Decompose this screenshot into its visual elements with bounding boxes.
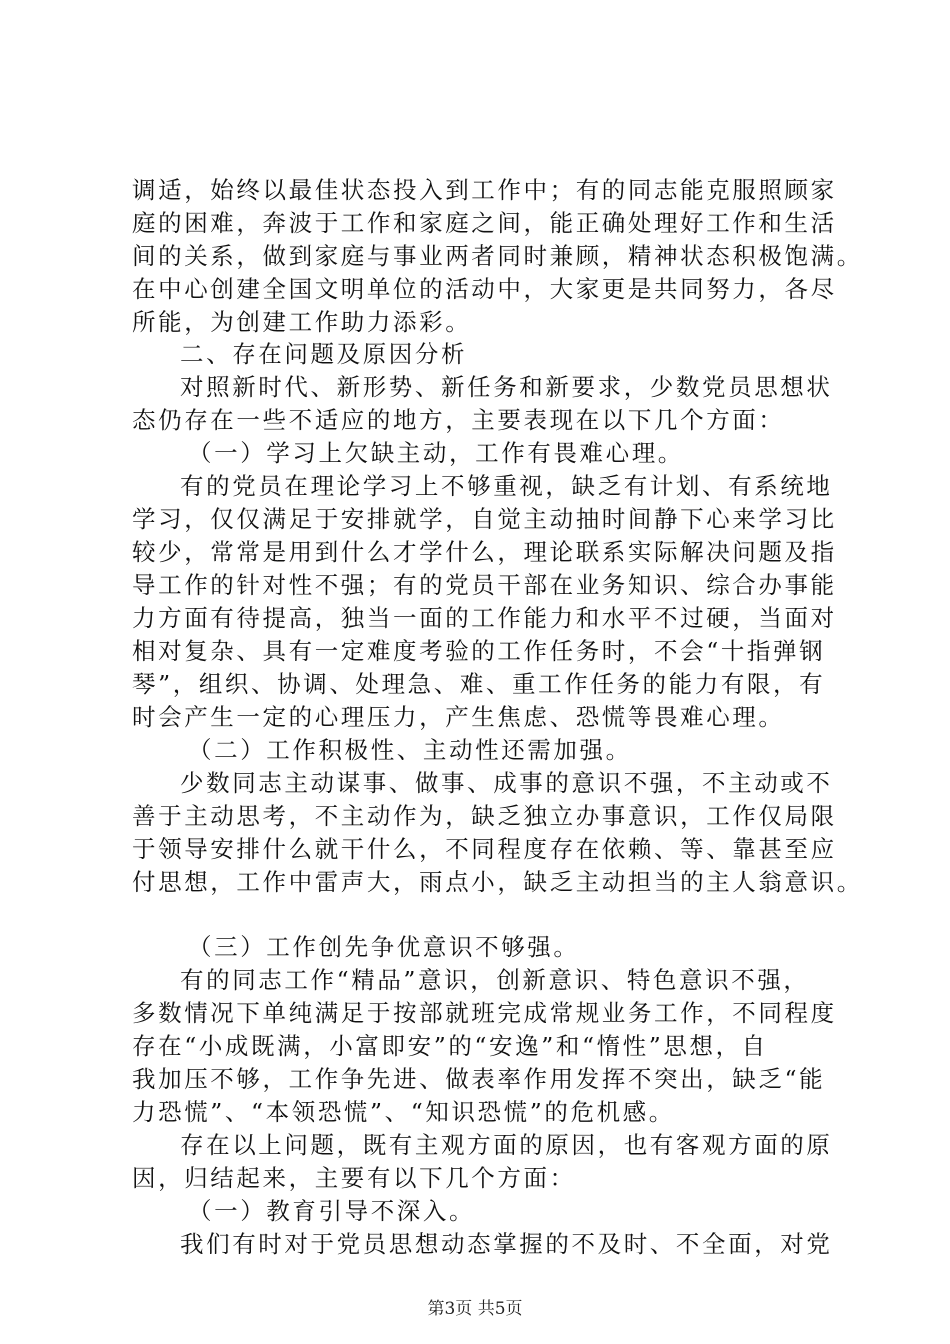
text-line: 在中心创建全国文明单位的活动中，大家更是共同努力，各尽 bbox=[132, 275, 837, 303]
subsection-heading: （二）工作积极性、主动性还需加强。 bbox=[188, 736, 632, 764]
text-line: 少数同志主动谋事、做事、成事的意识不强，不主动或不 bbox=[180, 769, 833, 797]
text-line: 善于主动思考，不主动作为，缺乏独立办事意识，工作仅局限 bbox=[132, 802, 837, 830]
text-line: 琴”，组织、协调、处理急、难、重工作任务的能力有限，有 bbox=[132, 670, 826, 698]
text-line: 导工作的针对性不强；有的党员干部在业务知识、综合办事能 bbox=[132, 571, 837, 599]
text-line: 间的关系，做到家庭与事业两者同时兼顾，精神状态积极饱满。 bbox=[132, 242, 863, 270]
text-line: 我们有时对于党员思想动态掌握的不及时、不全面，对党 bbox=[180, 1230, 833, 1258]
text-line: 有的党员在理论学习上不够重视，缺乏有计划、有系统地 bbox=[180, 472, 833, 500]
text-line: 所能，为创建工作助力添彩。 bbox=[132, 308, 472, 336]
text-line: 较少，常常是用到什么才学什么，理论联系实际解决问题及指 bbox=[132, 538, 837, 566]
text-line: 时会产生一定的心理压力，产生焦虑、恐慌等畏难心理。 bbox=[132, 703, 785, 731]
text-line: 庭的困难，奔波于工作和家庭之间，能正确处理好工作和生活 bbox=[132, 209, 837, 237]
text-line: 力方面有待提高，独当一面的工作能力和水平不过硬，当面对 bbox=[132, 604, 837, 632]
text-line: 学习，仅仅满足于安排就学，自觉主动抽时间静下心来学习比 bbox=[132, 505, 837, 533]
text-line: 多数情况下单纯满足于按部就班完成常规业务工作，不同程度 bbox=[132, 999, 837, 1027]
subsection-heading: （一）学习上欠缺主动，工作有畏难心理。 bbox=[188, 439, 684, 467]
text-line: 态仍存在一些不适应的地方，主要表现在以下几个方面： bbox=[132, 406, 785, 434]
section-heading: 二、存在问题及原因分析 bbox=[180, 340, 468, 368]
text-line: 于领导安排什么就干什么，不同程度存在依赖、等、靠甚至应 bbox=[132, 835, 837, 863]
text-line: 付思想，工作中雷声大，雨点小，缺乏主动担当的主人翁意识。 bbox=[132, 868, 863, 896]
text-line: 调适，始终以最佳状态投入到工作中；有的同志能克服照顾家 bbox=[132, 176, 837, 204]
text-line: 相对复杂、具有一定难度考验的工作任务时，不会“十指弹钢 bbox=[132, 637, 826, 665]
text-line: 有的同志工作“精品”意识，创新意识、特色意识不强， bbox=[180, 966, 810, 994]
text-line: 对照新时代、新形势、新任务和新要求，少数党员思想状 bbox=[180, 373, 833, 401]
text-line: 我加压不够，工作争先进、做表率作用发挥不突出，缺乏“能 bbox=[132, 1065, 826, 1093]
text-line: 存在以上问题，既有主观方面的原因，也有客观方面的原 bbox=[180, 1131, 833, 1159]
text-line: 力恐慌”、“本领恐慌”、“知识恐慌”的危机感。 bbox=[132, 1098, 675, 1126]
text-line: 因，归结起来，主要有以下几个方面： bbox=[132, 1164, 576, 1192]
subsection-heading: （一）教育引导不深入。 bbox=[188, 1197, 476, 1225]
page-number-footer: 第3页 共5页 bbox=[427, 1299, 523, 1319]
text-line: 存在“小成既满，小富即安”的“安逸”和“惰性”思想，自 bbox=[132, 1032, 768, 1060]
subsection-heading: （三）工作创先争优意识不够强。 bbox=[188, 933, 580, 961]
